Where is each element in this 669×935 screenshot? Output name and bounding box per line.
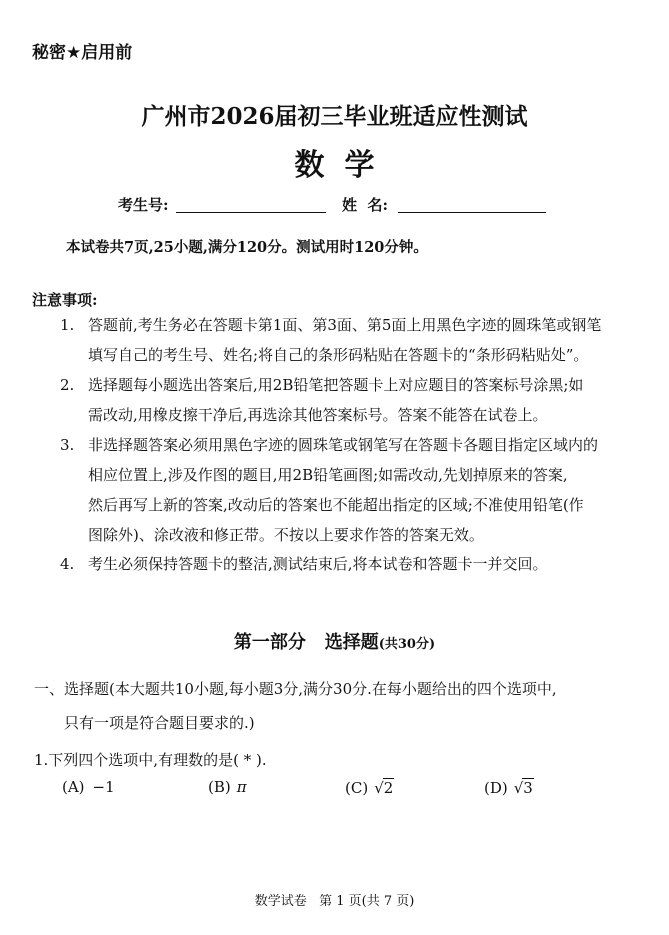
option-d bbox=[484, 778, 534, 797]
sqrt-symbol: √2 bbox=[374, 779, 394, 797]
notice-line: 选择题每小题选出答案后,用2B铅笔把答题卡上对应题目的答案标号涂黑;如 bbox=[88, 376, 584, 394]
option-value: π bbox=[236, 778, 247, 796]
candidate-number-label: 考生号: bbox=[118, 196, 169, 214]
option-label: (A) bbox=[62, 778, 85, 796]
notice-item-number: 3. bbox=[60, 436, 75, 454]
notice-line: 考生必须保持答题卡的整洁,测试结束后,将本试卷和答题卡一并交回。 bbox=[88, 555, 548, 573]
notice-line: 然后再写上新的答案,改动后的答案也不能超出指定的区域;不准使用铅笔(作 bbox=[88, 496, 584, 514]
notice-line: 需改动,用橡皮擦干净后,再选涂其他答案标号。答案不能答在试卷上。 bbox=[88, 406, 548, 424]
notice-item-number: 4. bbox=[60, 555, 75, 573]
notice-line: 相应位置上,涉及作图的题目,用2B铅笔画图;如需改动,先划掉原来的答案, bbox=[88, 466, 568, 484]
option-label: (D) bbox=[484, 779, 508, 797]
option-value: 3 bbox=[523, 779, 533, 797]
notice-line: 填写自己的考生号、姓名;将自己的条形码粘贴在答题卡的“条形码粘贴处”。 bbox=[88, 346, 589, 364]
name-label: 姓 名: bbox=[342, 196, 388, 214]
notice-line: 图除外)、涂改液和修正带。不按以上要求作答的答案无效。 bbox=[88, 526, 484, 544]
option-a bbox=[62, 778, 115, 796]
option-label: (B) bbox=[208, 778, 231, 796]
notice-line: 答题前,考生务必在答题卡第1面、第3面、第5面上用黑色字迹的圆珠笔或钢笔 bbox=[88, 316, 602, 334]
subject-title: 数学 bbox=[294, 148, 395, 183]
option-value: 2 bbox=[383, 779, 394, 797]
name-blank bbox=[398, 196, 546, 213]
part-one-score: (共30分) bbox=[378, 637, 436, 652]
notice-item-number: 1. bbox=[60, 316, 75, 334]
notice-line: 非选择题答案必须用黑色字迹的圆珠笔或钢笔写在答题卡各题目指定区域内的 bbox=[88, 436, 599, 454]
part-one-title: 第一部分 选择题 bbox=[233, 632, 379, 653]
confidential-mark: 秘密★启用前 bbox=[32, 43, 133, 63]
exam-intro: 本试卷共7页,25小题,满分120分。测试用时120分钟。 bbox=[66, 239, 428, 256]
option-value: −1 bbox=[92, 778, 115, 796]
question-1-stem: 1.下列四个选项中,有理数的是( * ). bbox=[34, 751, 267, 769]
section-instructions-line2: 只有一项是符合题目要求的.) bbox=[64, 714, 255, 732]
option-c bbox=[345, 778, 394, 797]
sqrt-symbol: √3 bbox=[513, 779, 533, 797]
page-footer: 数学试卷 第 1 页(共 7 页) bbox=[254, 894, 415, 909]
notice-heading: 注意事项: bbox=[32, 291, 98, 309]
notice-item-number: 2. bbox=[60, 376, 75, 394]
option-b bbox=[208, 778, 247, 796]
option-label: (C) bbox=[345, 779, 369, 797]
candidate-number-blank bbox=[176, 196, 326, 213]
part-one-heading bbox=[0, 628, 669, 654]
section-instructions-line1: 一、选择题(本大题共10小题,每小题3分,满分30分.在每小题给出的四个选项中, bbox=[34, 680, 557, 698]
exam-title: 广州市2026届初三毕业班适应性测试 bbox=[141, 103, 528, 130]
